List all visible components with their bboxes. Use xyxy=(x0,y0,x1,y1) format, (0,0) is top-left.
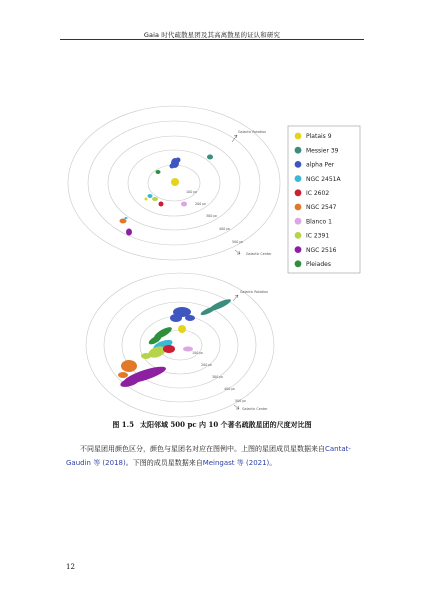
legend-marker-2 xyxy=(295,161,302,168)
top-label-400pc: 400 pc xyxy=(219,227,231,231)
legend-marker-4 xyxy=(295,189,302,196)
body-paragraph xyxy=(66,442,366,470)
top-label-300pc: 300 pc xyxy=(206,214,218,218)
figure-caption xyxy=(0,420,424,430)
legend-label-1: Messier 39 xyxy=(306,147,339,155)
bottom-label-200pc: 200 pc xyxy=(201,363,213,367)
top-ic-2602 xyxy=(159,202,164,207)
bottom-center-arrow xyxy=(234,405,239,409)
legend-label-2: alpha Per xyxy=(306,161,335,169)
bottom-label-100pc: 100 pc xyxy=(192,351,204,355)
top-rotation-arrow xyxy=(232,135,237,142)
bottom-ring-500 xyxy=(86,273,274,417)
running-header: Gaia 时代疏散星团及其高离散星的证认和研究 xyxy=(143,31,281,39)
top-label-200pc: 200 pc xyxy=(195,202,207,206)
legend-label-9: Pleiades xyxy=(306,261,331,268)
bottom-ic-2602 xyxy=(163,345,175,353)
figure-caption-text: 太阳邻域 500 pc 内 10 个著名疏散星团的尺度对比图 xyxy=(139,420,312,429)
legend-label-5: NGC 2547 xyxy=(306,204,337,212)
legend-label-3: NGC 2451A xyxy=(306,175,341,183)
bottom-rotation-arrow xyxy=(233,295,238,301)
bottom-messier-39 xyxy=(200,297,232,316)
legend-marker-9 xyxy=(295,260,302,267)
top-label-500pc: 500 pc xyxy=(232,240,244,244)
top-ngc-2516 xyxy=(126,229,132,236)
legend-marker-6 xyxy=(295,218,302,225)
legend-marker-3 xyxy=(295,175,302,182)
para-line2-mid: 。下图的成员星数据来自 xyxy=(125,459,203,467)
top-platais-9 xyxy=(171,178,179,186)
legend-marker-5 xyxy=(295,204,302,211)
legend-marker-7 xyxy=(295,232,302,239)
citation-meingast[interactable]: Meingast 等 (2021) xyxy=(202,459,270,467)
bottom-label-center: Galactic Center xyxy=(242,407,268,411)
top-polar-plot xyxy=(68,106,280,260)
legend-label-4: IC 2602 xyxy=(306,190,330,197)
para-line1: 不同星团用颜色区分，颜色与星团名对应在图例中。上图的星团成员星数据来 xyxy=(80,445,318,453)
citation-cantat-gaudin[interactable]: Cantat-Gaudin 等 (2018) xyxy=(66,445,351,467)
bottom-label-300pc: 300 pc xyxy=(212,375,224,379)
bottom-label-500pc: 500 pc xyxy=(235,399,247,403)
legend-marker-8 xyxy=(295,246,302,253)
top-label-rotation: Galactic Rotation xyxy=(238,130,267,134)
top-label-100pc: 100 pc xyxy=(186,190,198,194)
top-ngc-2547 xyxy=(120,219,127,224)
legend xyxy=(288,126,360,273)
legend-label-6: Blanco 1 xyxy=(306,218,332,226)
top-platais-yellow-small xyxy=(145,198,148,201)
para-line2-prefix: 自 xyxy=(318,445,325,453)
top-label-center: Galactic Center xyxy=(246,252,272,256)
legend-label-8: NGC 2516 xyxy=(306,246,337,254)
top-ngc-2451a xyxy=(148,194,153,198)
top-blanco-1 xyxy=(181,202,187,207)
top-ic-2391 xyxy=(152,197,158,201)
legend-label-0: Platais 9 xyxy=(306,133,332,141)
legend-label-7: IC 2391 xyxy=(306,232,330,240)
bottom-alpha-per xyxy=(170,307,195,322)
figure-number: 图 1.5 xyxy=(112,420,134,429)
top-center-arrow xyxy=(235,250,240,254)
bottom-platais-9 xyxy=(178,325,186,333)
top-pleiades xyxy=(156,170,161,174)
bottom-polar-plot xyxy=(86,273,274,417)
top-messier-39 xyxy=(207,155,213,160)
bottom-blanco-1 xyxy=(183,347,193,352)
legend-marker-1 xyxy=(295,147,302,154)
bottom-label-rotation: Galactic Rotation xyxy=(240,290,269,294)
bottom-label-400pc: 400 pc xyxy=(224,387,236,391)
legend-marker-0 xyxy=(295,133,302,140)
page-number: 12 xyxy=(66,563,75,571)
para-line2-suffix: 。 xyxy=(269,459,277,467)
